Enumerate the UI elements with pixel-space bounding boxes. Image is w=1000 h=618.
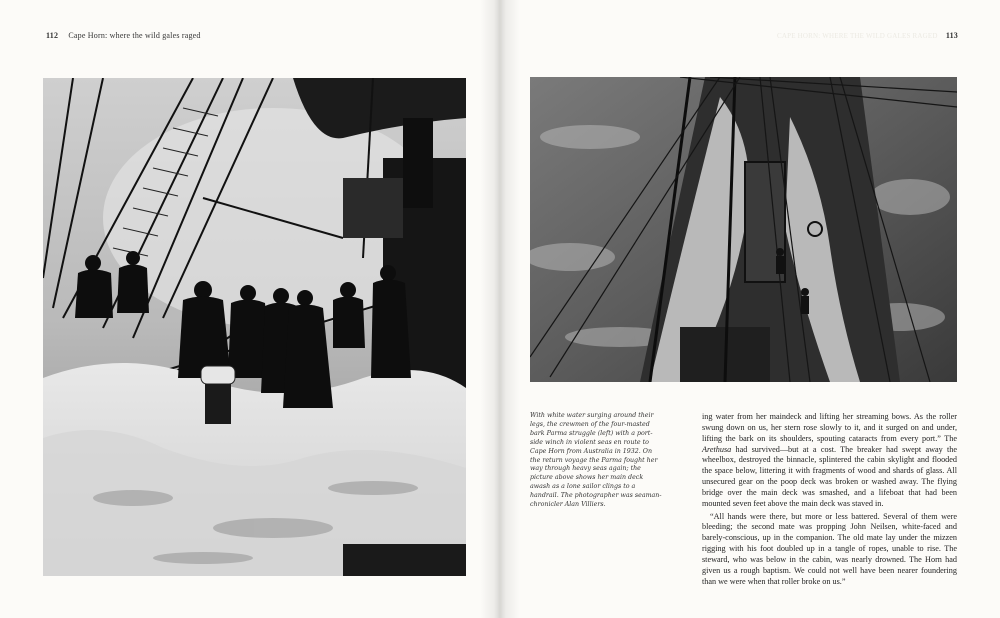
body-text bbox=[702, 412, 957, 588]
caption-text: With white water surging around their legs, the crewmen of the four-masted bark Parma struggle (left) with a port-side winch in violent seas en route to Cape Horn from Australia in 1932. On the return voyage the Parma fought her way through heavy seas again; the picture above shows her main deck awash as a lone sailor clings to a handrail. The photographer was seaman-chronicler Alan Villiers. bbox=[530, 412, 662, 509]
body-paragraph-1-end: had survived—but at a cost. The breaker had swept away the wheelbox, destroyed the binnacle, splintered the cabin skylight and flooded the space below, littering it with fragments of wood and shards of glass. All unsecured gear on the poop deck was broken or washed away. The flying bridge over the main deck was smashed, and a lifeboat that had been mounted seven feet above the main deck was staved in. bbox=[702, 444, 957, 508]
left-running-title: Cape Horn: where the wild gales raged bbox=[68, 31, 201, 40]
bark-deck-awash-from-aloft-photo bbox=[530, 77, 957, 382]
ship-name: Arethusa bbox=[702, 444, 732, 454]
book-gutter bbox=[480, 0, 520, 618]
left-running-head bbox=[46, 31, 201, 40]
right-running-head bbox=[777, 31, 958, 40]
body-paragraph-1 bbox=[702, 412, 957, 510]
body-paragraph-2: “All hands were there, but more or less battered. Several of them were bleeding; the second mate was propping John Neilsen, white-faced and barely-conscious, up in the companion. The old mate lay under the mizzen rigging with his foot doubled up in a tangle of ropes, unable to rise. The steward, who was below in the cabin, was nearly drowned. The Horn had given us a rough baptism. We could not well have been nearer foundering than we were when that roller broke on us.” bbox=[702, 511, 957, 586]
body-paragraph-1-start: ing water from her maindeck and lifting her streaming bows. As the roller swung down on us, her stern rose slowly to it, and it surged on and under, lifting the bark on its shoulders, spouting cataracts from every port.” The bbox=[702, 412, 957, 443]
left-page-number: 112 bbox=[46, 31, 59, 40]
right-page-number: 113 bbox=[945, 31, 958, 40]
photo-caption bbox=[530, 412, 664, 510]
crew-hauling-lines-on-flooded-deck-photo bbox=[43, 78, 466, 576]
right-running-title-faint: CAPE HORN: WHERE THE WILD GALES RAGED bbox=[777, 32, 938, 40]
